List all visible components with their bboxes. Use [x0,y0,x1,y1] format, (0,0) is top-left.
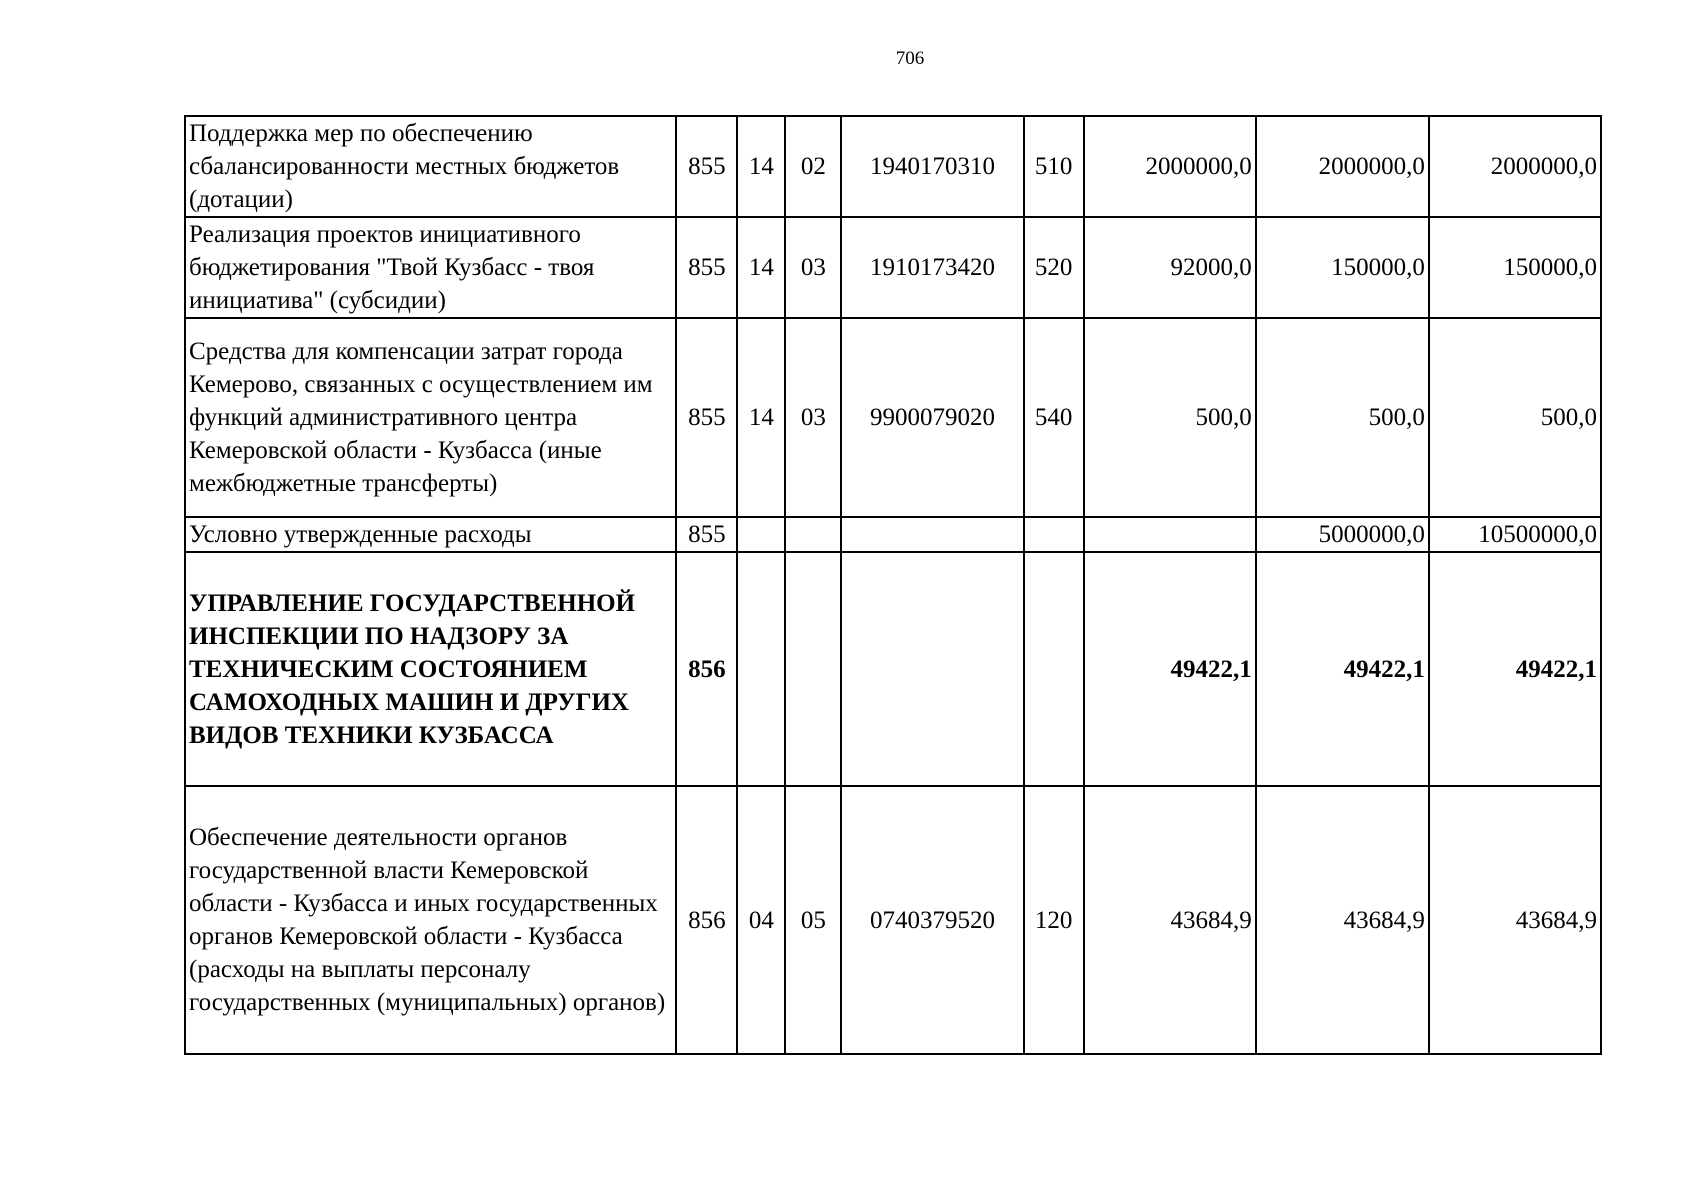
amount-year-3: 500,0 [1429,318,1601,517]
subsection-code: 02 [785,116,841,217]
table-row [185,786,1601,1054]
section-code: 14 [737,318,785,517]
grbs-code: 855 [676,517,737,552]
section-code: 14 [737,116,785,217]
amount-year-3: 10500000,0 [1429,517,1601,552]
amount-year-3: 43684,9 [1429,786,1601,1054]
amount-year-1: 43684,9 [1084,786,1256,1054]
target-article-code: 0740379520 [841,786,1023,1054]
grbs-code: 855 [676,318,737,517]
row-name: УПРАВЛЕНИЕ ГОСУДАРСТВЕННОЙ ИНСПЕКЦИИ ПО НАДЗОРУ ЗА ТЕХНИЧЕСКИМ СОСТОЯНИЕМ САМОХОДНЫХ МАШИН И ДРУГИХ ВИДОВ ТЕХНИКИ КУЗБАССА [185,552,676,786]
row-name: Условно утвержденные расходы [185,517,676,552]
expense-type-code [1024,517,1084,552]
amount-year-2: 2000000,0 [1256,116,1429,217]
table-row [185,116,1601,217]
target-article-code: 9900079020 [841,318,1023,517]
subsection-code: 05 [785,786,841,1054]
expense-type-code: 540 [1024,318,1084,517]
target-article-code: 1940170310 [841,116,1023,217]
subsection-code [785,552,841,786]
table-row [185,318,1601,517]
expense-type-code: 120 [1024,786,1084,1054]
section-code: 04 [737,786,785,1054]
amount-year-2: 5000000,0 [1256,517,1429,552]
expense-type-code: 510 [1024,116,1084,217]
table-row [185,517,1601,552]
grbs-code: 856 [676,552,737,786]
subsection-code: 03 [785,217,841,318]
expense-type-code [1024,552,1084,786]
table-row [185,552,1601,786]
expense-type-code: 520 [1024,217,1084,318]
amount-year-2: 43684,9 [1256,786,1429,1054]
section-code [737,552,785,786]
amount-year-1: 2000000,0 [1084,116,1256,217]
section-code [737,517,785,552]
amount-year-3: 150000,0 [1429,217,1601,318]
target-article-code [841,517,1023,552]
page-number: 706 [895,48,925,69]
row-name: Реализация проектов инициативного бюджетирования "Твой Кузбасс - твоя инициатива" (субсидии) [185,217,676,318]
budget-table [184,115,1602,1055]
amount-year-2: 500,0 [1256,318,1429,517]
subsection-code [785,517,841,552]
grbs-code: 855 [676,217,737,318]
amount-year-3: 49422,1 [1429,552,1601,786]
amount-year-1 [1084,517,1256,552]
subsection-code: 03 [785,318,841,517]
target-article-code: 1910173420 [841,217,1023,318]
amount-year-2: 49422,1 [1256,552,1429,786]
amount-year-2: 150000,0 [1256,217,1429,318]
amount-year-1: 49422,1 [1084,552,1256,786]
grbs-code: 856 [676,786,737,1054]
target-article-code [841,552,1023,786]
row-name: Поддержка мер по обеспечению сбалансированности местных бюджетов (дотации) [185,116,676,217]
row-name: Средства для компенсации затрат города Кемерово, связанных с осуществлением им функций административного центра Кемеровской области - Кузбасса (иные межбюджетные трансферты) [185,318,676,517]
amount-year-1: 500,0 [1084,318,1256,517]
row-name: Обеспечение деятельности органов государственной власти Кемеровской области - Кузбасса и иных государственных органов Кемеровской области - Кузбасса (расходы на выплаты персоналу государственных (муниципальных) органов) [185,786,676,1054]
amount-year-3: 2000000,0 [1429,116,1601,217]
amount-year-1: 92000,0 [1084,217,1256,318]
grbs-code: 855 [676,116,737,217]
section-code: 14 [737,217,785,318]
table-row [185,217,1601,318]
